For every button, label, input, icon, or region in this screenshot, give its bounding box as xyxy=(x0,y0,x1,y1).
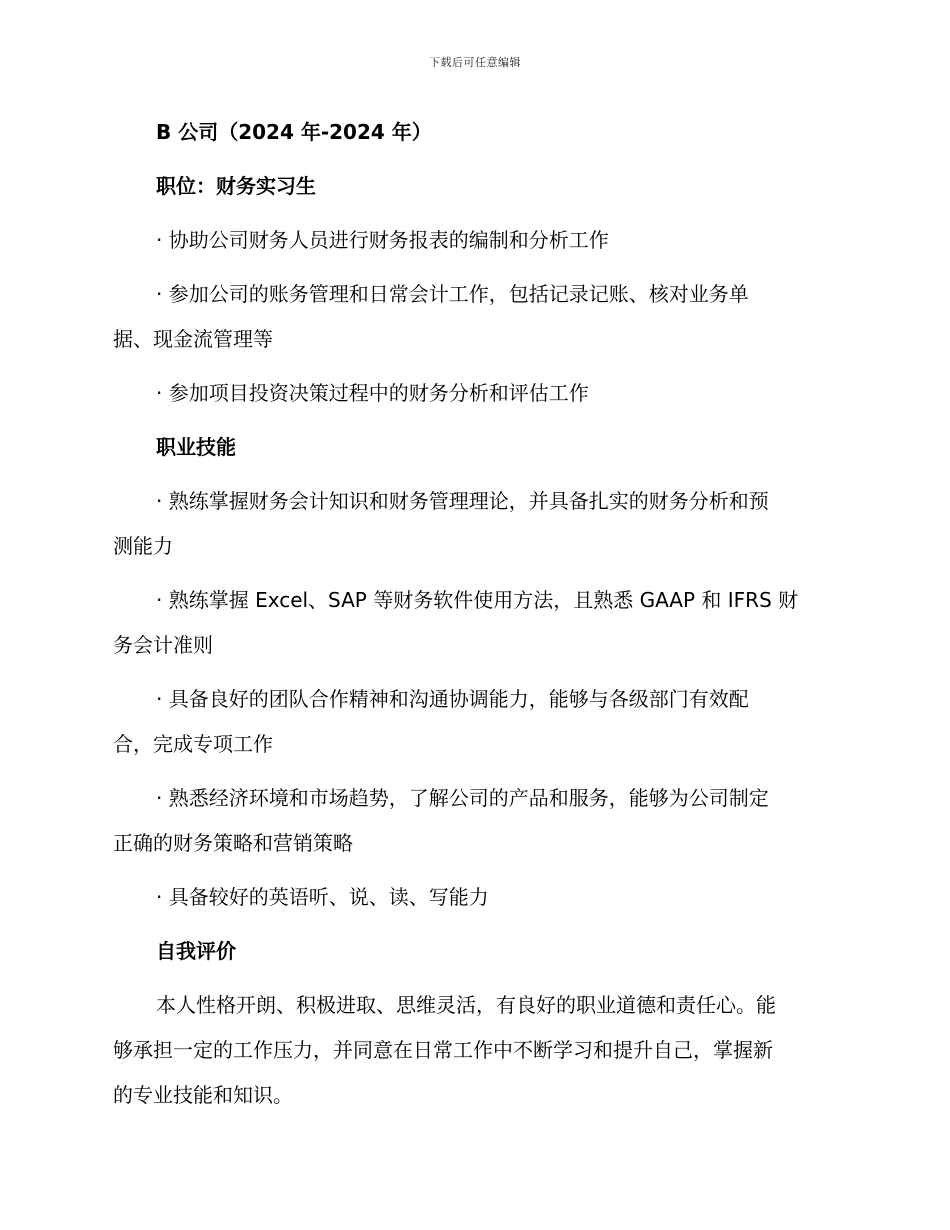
skills-heading: 职业技能 xyxy=(156,435,236,459)
self-eval-heading: 自我评价 xyxy=(156,939,236,963)
self-eval-line: 本人性格开朗、积极进取、思维灵活，有良好的职业道德和责任心。能 xyxy=(156,993,776,1017)
position-heading: 职位：财务实习生 xyxy=(156,174,316,198)
skill-item: · 熟练掌握 Excel、SAP 等财务软件使用方法，且熟悉 GAAP 和 IFRS 财 xyxy=(156,588,799,612)
document-body xyxy=(113,110,833,1118)
company-heading: B 公司（2024 年-2024 年） xyxy=(156,120,432,144)
skill-item-continuation: 务会计准则 xyxy=(113,633,213,657)
skill-item-continuation: 合，完成专项工作 xyxy=(113,732,273,756)
duty-item-continuation: 据、现金流管理等 xyxy=(113,327,273,351)
skill-item: · 熟练掌握财务会计知识和财务管理理论，并具备扎实的财务分析和预 xyxy=(156,489,769,513)
skill-item: · 具备良好的团队合作精神和沟通协调能力，能够与各级部门有效配 xyxy=(156,687,749,711)
skill-item-continuation: 正确的财务策略和营销策略 xyxy=(113,831,353,855)
duty-item: · 参加项目投资决策过程中的财务分析和评估工作 xyxy=(156,381,589,405)
duties-list xyxy=(113,218,833,416)
self-eval-paragraph xyxy=(113,983,833,1118)
header-note: 下载后可任意编辑 xyxy=(429,56,521,69)
duty-item: · 参加公司的账务管理和日常会计工作，包括记录记账、核对业务单 xyxy=(156,282,749,306)
skill-item: · 熟悉经济环境和市场趋势，了解公司的产品和服务，能够为公司制定 xyxy=(156,786,769,810)
self-eval-line: 的专业技能和知识。 xyxy=(113,1083,293,1107)
duty-item: · 协助公司财务人员进行财务报表的编制和分析工作 xyxy=(156,228,609,252)
skill-item-continuation: 测能力 xyxy=(113,534,173,558)
skill-item: · 具备较好的英语听、说、读、写能力 xyxy=(156,885,489,909)
skills-list xyxy=(113,479,833,920)
self-eval-line: 够承担一定的工作压力，并同意在日常工作中不断学习和提升自己，掌握新 xyxy=(113,1038,773,1062)
